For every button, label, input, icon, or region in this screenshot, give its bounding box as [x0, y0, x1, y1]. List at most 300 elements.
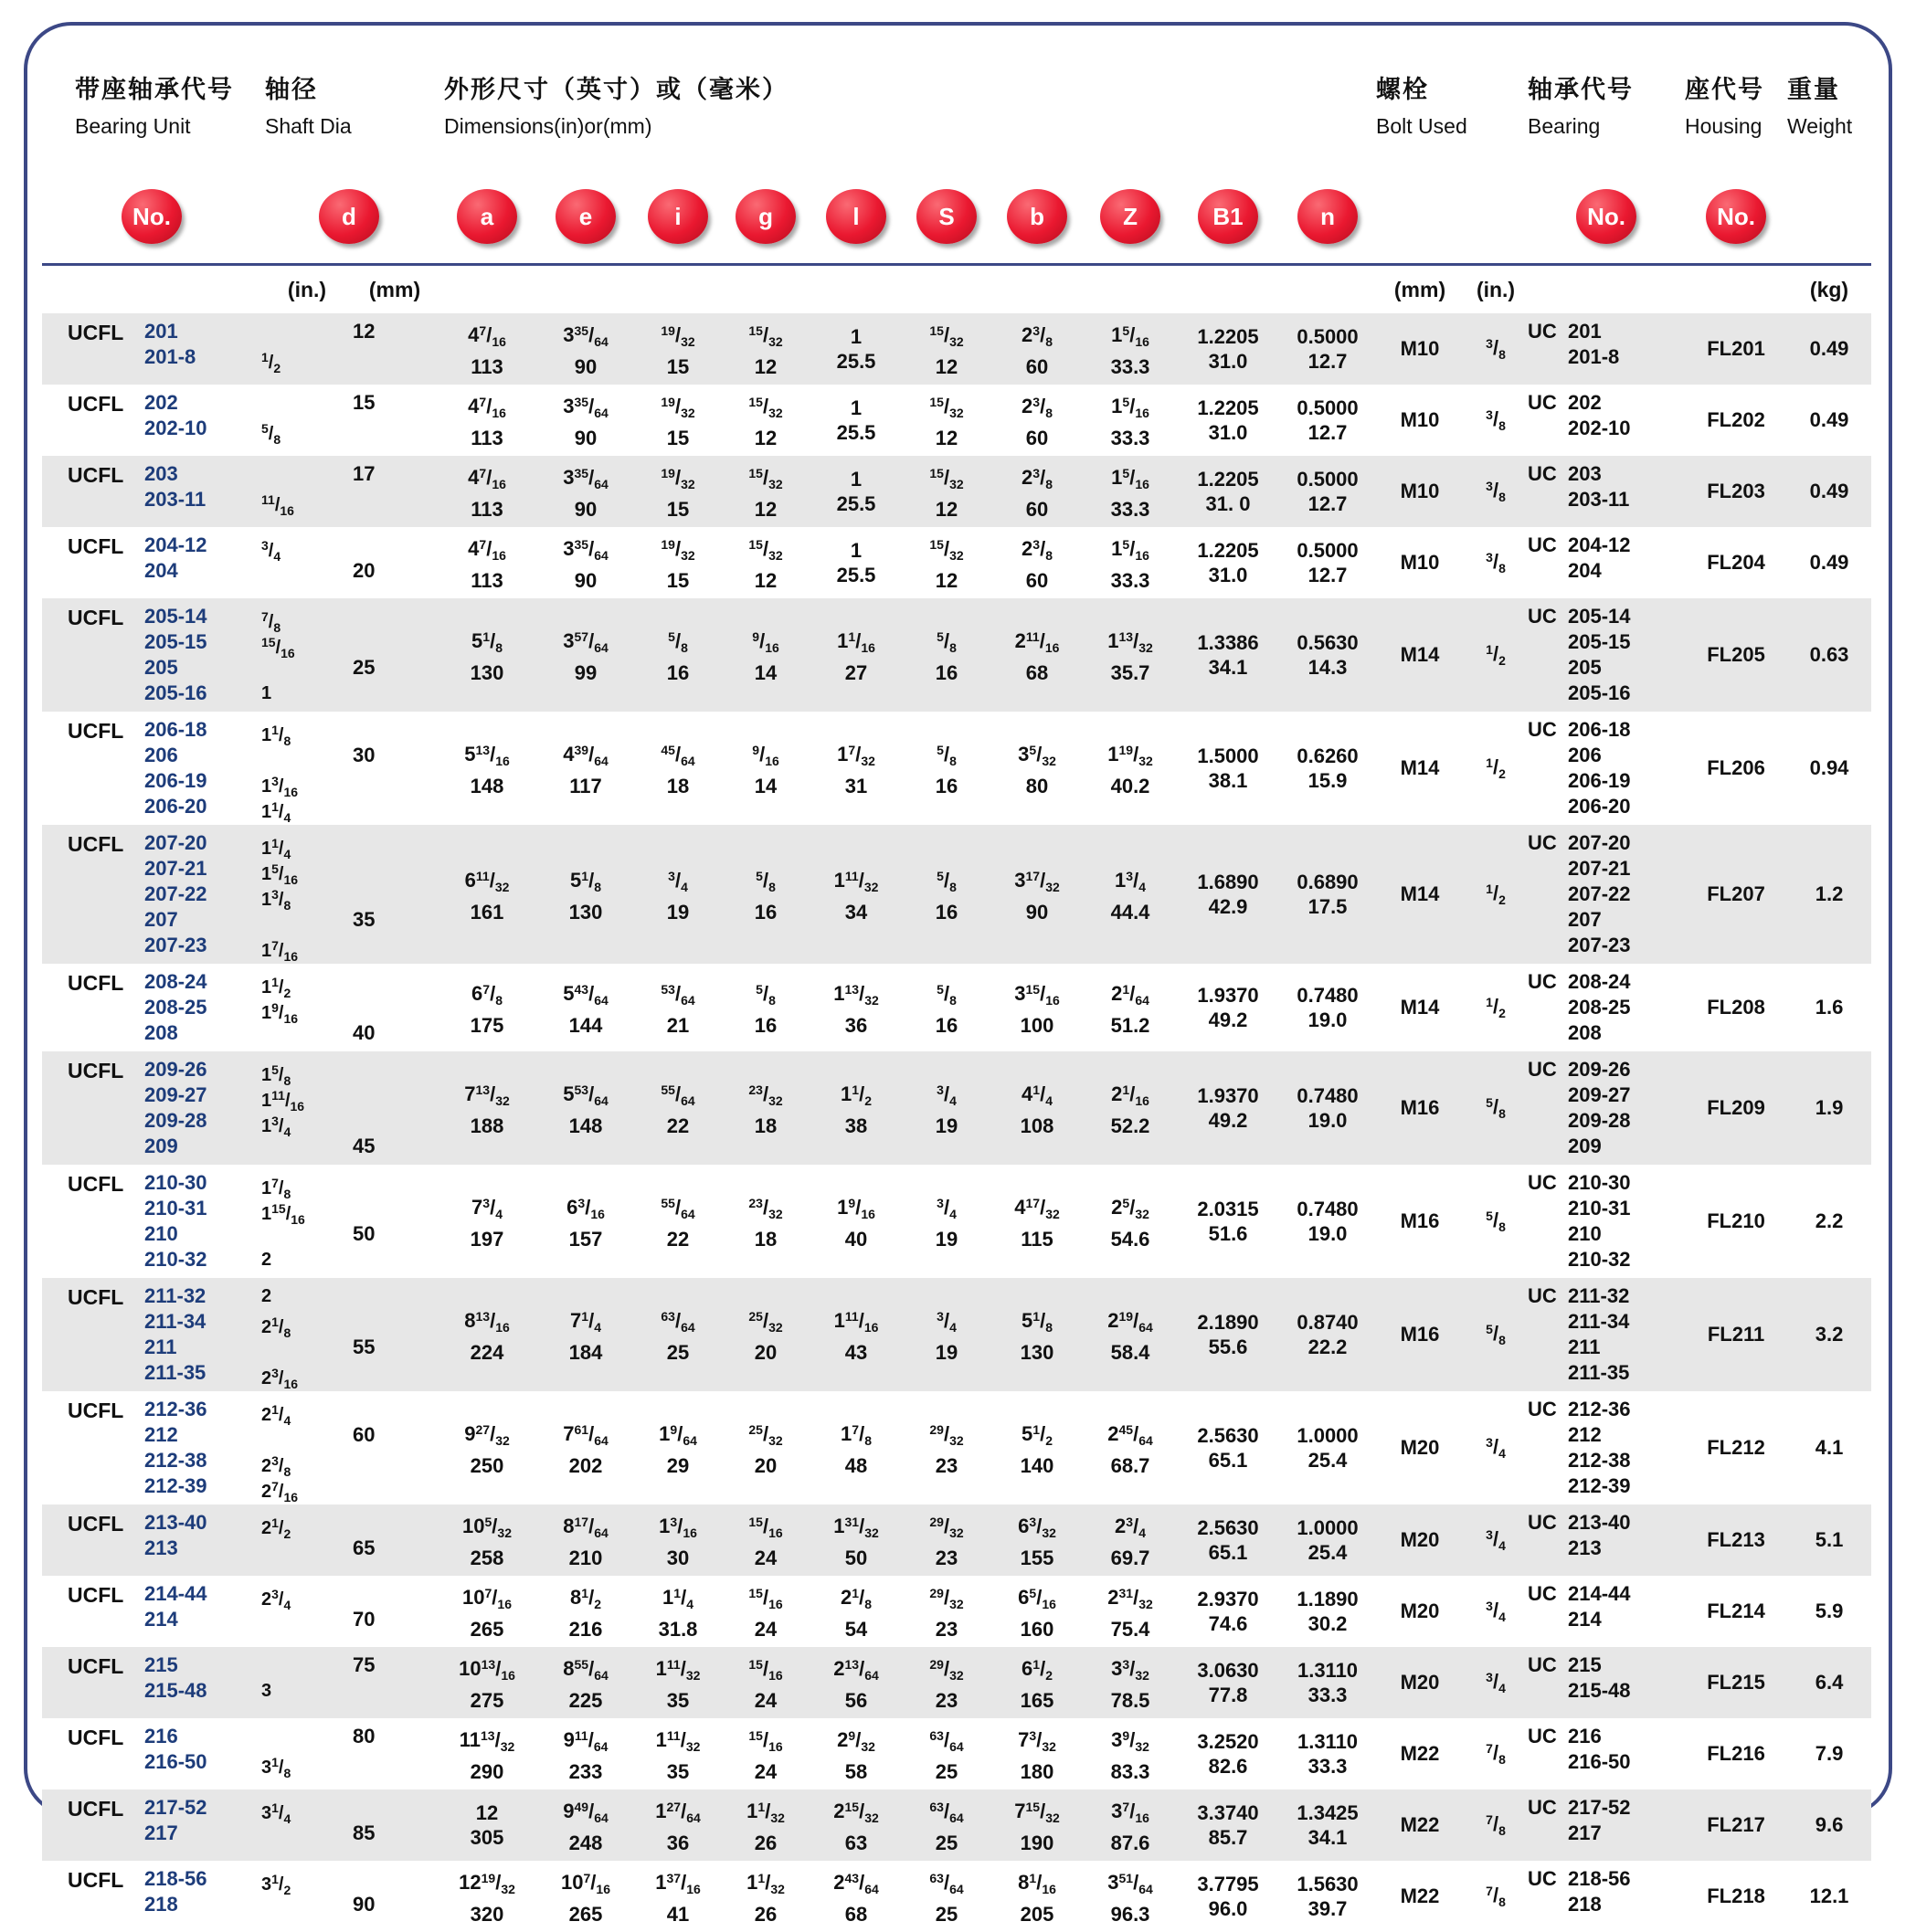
- bearing-code: 205-15: [1568, 630, 1631, 653]
- dim-B1-in: 1.9370: [1197, 984, 1259, 1007]
- uc-prefix: UC: [1528, 1058, 1557, 1081]
- dim-cell-g: [722, 1391, 810, 1504]
- unit-code: 217-52: [144, 1796, 207, 1819]
- dim-cell-l: [810, 1861, 903, 1932]
- unit-code-cell: [144, 1504, 261, 1576]
- unit-code: 202: [144, 391, 178, 414]
- dim-a-mm: 265: [470, 1618, 504, 1641]
- table-frame: [24, 22, 1892, 1926]
- shaft-dia-in: [261, 1536, 353, 1561]
- unit-code: 213-40: [144, 1511, 207, 1534]
- bearing-code: 201: [1568, 320, 1602, 343]
- housing-cell: FL207: [1707, 882, 1765, 905]
- dim-cell-b: [990, 1391, 1084, 1504]
- dim-Z-in: $2^{45}/_{64}$: [1107, 1422, 1153, 1448]
- dim-i-mm: 36: [666, 1832, 690, 1854]
- bearing-code: 205-16: [1568, 681, 1631, 704]
- prefix-cell: UCFL: [68, 719, 124, 743]
- dim-cell-n: [1279, 313, 1376, 385]
- unit-code: 211-35: [144, 1361, 206, 1384]
- shaft-dia-mm: [353, 1795, 437, 1821]
- dim-i-in: $^{45}/_{64}$: [661, 743, 695, 768]
- group-title-bearing-zh: 轴承代号: [1528, 76, 1635, 103]
- bearing-code: 209-28: [1568, 1109, 1631, 1132]
- bearing-no-cell: [1528, 1504, 1685, 1576]
- dim-n-in: 1.0000: [1297, 1424, 1359, 1447]
- dim-g-in: $^5/_8$: [756, 982, 776, 1008]
- shaft-dia-mm: [353, 1473, 437, 1499]
- dim-cell-a: [437, 456, 537, 527]
- bolt-in-cell: $^3/_8$: [1486, 550, 1506, 575]
- dim-cell-e: [537, 964, 634, 1051]
- bearing-code-line: [1528, 969, 1685, 995]
- dim-cell-b: [990, 825, 1084, 964]
- shaft-dia-in: $^{11}/_{16}$: [261, 492, 294, 518]
- dim-cell-n: [1279, 1789, 1376, 1861]
- dim-b-in: $7^3/_{32}$: [1018, 1728, 1056, 1754]
- dim-l-mm: 58: [844, 1760, 868, 1783]
- bearing-code: 212-39: [1568, 1474, 1631, 1497]
- bearing-code-line: [1528, 1795, 1685, 1821]
- bearing-code: 211-34: [1568, 1310, 1630, 1333]
- dim-cell-S: [903, 1165, 990, 1278]
- bearing-code: 204-12: [1568, 533, 1631, 556]
- unit-code-cell: [144, 712, 261, 825]
- dim-a-in: $6^{11}/_{32}$: [464, 869, 510, 894]
- unit-code: 212-38: [144, 1449, 207, 1472]
- dim-e-mm: 216: [568, 1618, 603, 1641]
- bearing-code: 209-26: [1568, 1058, 1631, 1081]
- dim-i-mm: 22: [666, 1114, 690, 1137]
- dim-b-mm: 60: [1025, 427, 1049, 449]
- weight-cell: 0.94: [1809, 756, 1849, 779]
- dim-b-mm: 160: [1020, 1618, 1054, 1641]
- bearing-no-cell: [1528, 1718, 1685, 1789]
- bearing-code: 203: [1568, 462, 1602, 485]
- unit-label-2: (in.): [261, 265, 353, 314]
- dim-a-mm: 130: [470, 661, 504, 684]
- dim-l-in: 1: [850, 468, 863, 491]
- dim-a-in: 1219/32: [459, 1871, 515, 1896]
- dim-cell-B1: [1177, 1051, 1279, 1165]
- dim-cell-e: [537, 313, 634, 385]
- shaft-mm-cell: [353, 1647, 437, 1718]
- dim-cell-b: [990, 313, 1084, 385]
- bearing-code: 207: [1568, 908, 1602, 931]
- bolt-in-cell: 7/8: [1486, 1812, 1506, 1838]
- dim-B1-in: 1.5000: [1197, 744, 1259, 767]
- prefix-cell: UCFL: [68, 1512, 124, 1536]
- bearing-code: 204: [1568, 559, 1602, 582]
- bearing-code-line: [1528, 1678, 1685, 1704]
- dim-B1-mm: 31.0: [1208, 350, 1248, 373]
- dim-S-mm: 23: [935, 1618, 958, 1641]
- dim-b-in: $2^3/_8$: [1022, 537, 1053, 563]
- dim-i-mm: 15: [666, 569, 690, 592]
- dim-cell-e: [537, 598, 634, 712]
- dim-b-mm: 60: [1025, 355, 1049, 378]
- dim-g-mm: 12: [754, 569, 778, 592]
- bolt-mm-cell: M10: [1400, 480, 1440, 502]
- dim-cell-Z: [1084, 1504, 1177, 1576]
- bearing-code-line: [1528, 461, 1685, 487]
- dim-l-mm: 56: [844, 1689, 868, 1712]
- bearing-code-line: [1528, 743, 1685, 768]
- dim-e-mm: 157: [568, 1228, 603, 1251]
- dim-i-in: $1^3/_{16}$: [659, 1515, 697, 1540]
- bolt-in-cell: $^3/_4$: [1486, 1435, 1506, 1461]
- bearing-no-cell: [1528, 1576, 1685, 1647]
- bearing-no-cell: [1528, 598, 1685, 712]
- dim-cell-i: [634, 1647, 722, 1718]
- unit-code: 214: [144, 1608, 178, 1631]
- dim-cell-S: [903, 385, 990, 456]
- bearing-code: 216-50: [1568, 1750, 1631, 1773]
- dim-n-mm: 12.7: [1307, 350, 1348, 373]
- bolt-in-cell: $^3/_4$: [1486, 1599, 1506, 1624]
- bearing-code-line: [1528, 1170, 1685, 1196]
- prefix-cell: UCFL: [68, 1654, 124, 1678]
- shaft-in-cell: [261, 825, 353, 964]
- shaft-mm-cell: [353, 385, 437, 456]
- dim-cell-B1: [1177, 1165, 1279, 1278]
- dim-Z-in: $3^9/_{32}$: [1111, 1728, 1149, 1754]
- row-ucfl-215: [42, 1647, 1871, 1718]
- dim-g-in: $^{15}/_{16}$: [748, 1657, 783, 1683]
- dim-cell-a: [437, 1051, 537, 1165]
- dim-e-mm: 90: [574, 569, 598, 592]
- unit-code: 208-25: [144, 996, 207, 1019]
- shaft-in-cell: [261, 456, 353, 527]
- bolt-spacer-cell: [1376, 170, 1528, 265]
- dim-B1-in: 3.0630: [1197, 1659, 1259, 1682]
- housing-cell: FL214: [1707, 1599, 1765, 1622]
- dim-Z-in: $2^1/_{64}$: [1111, 982, 1149, 1008]
- housing-cell: FL216: [1707, 1742, 1765, 1765]
- bolt-mm-cell: M10: [1400, 551, 1440, 574]
- weight-cell: 2.2: [1815, 1209, 1844, 1232]
- dim-B1-mm: 49.2: [1208, 1008, 1248, 1031]
- dim-cell-i: [634, 1278, 722, 1391]
- dim-cell-B1: [1177, 1789, 1279, 1861]
- dim-e-mm: 144: [568, 1014, 603, 1037]
- dim-cell-S: [903, 1718, 990, 1789]
- bearing-no-cell: [1528, 1165, 1685, 1278]
- dim-a-mm: 224: [470, 1341, 504, 1364]
- dim-e-in: 949/64: [563, 1800, 609, 1825]
- dim-cell-S: [903, 456, 990, 527]
- bearing-code: 207-20: [1568, 831, 1631, 854]
- bearing-code-line: [1528, 344, 1685, 370]
- dim-cell-n: [1279, 1861, 1376, 1932]
- housing-cell: FL202: [1707, 408, 1765, 431]
- unit-code: 216-50: [144, 1750, 207, 1773]
- dim-cell-g: [722, 1789, 810, 1861]
- shaft-dia-in: [261, 1020, 353, 1046]
- shaft-dia-mm: [353, 1082, 437, 1108]
- unit-blank-11: [1084, 265, 1177, 314]
- shaft-dia-mm: [353, 1057, 437, 1082]
- bearing-code-line: [1528, 533, 1685, 558]
- housing-cell: FL213: [1707, 1528, 1765, 1551]
- dim-cell-g: [722, 1647, 810, 1718]
- bolt-in-cell: $^3/_4$: [1486, 1527, 1506, 1553]
- dim-n-in: 1.3425: [1297, 1801, 1359, 1824]
- uc-prefix: UC: [1528, 320, 1557, 343]
- dim-S-in: $^5/_8$: [937, 629, 957, 655]
- dim-cell-n: [1279, 1647, 1376, 1718]
- shaft-dia-in: $1^3/_8$: [261, 887, 291, 913]
- dim-a-mm: 305: [470, 1826, 504, 1849]
- dim-B1-in: 2.1890: [1197, 1311, 1259, 1334]
- dim-e-in: $5^{53}/_{64}$: [563, 1082, 609, 1108]
- bearing-code: 214-44: [1568, 1582, 1631, 1605]
- unit-code: 201-8: [144, 345, 196, 368]
- dim-cell-e: [537, 1391, 634, 1504]
- dim-cell-n: [1279, 1718, 1376, 1789]
- dim-Z-in: $2^{31}/_{32}$: [1107, 1586, 1153, 1611]
- dim-badge-B1-cell: [1177, 170, 1279, 265]
- bearing-code: 210-30: [1568, 1171, 1631, 1194]
- dim-B1-mm: 51.6: [1208, 1222, 1248, 1245]
- dim-a-mm: 320: [470, 1903, 504, 1926]
- prefix-cell: UCFL: [68, 534, 124, 558]
- bearing-code: 217-52: [1568, 1796, 1631, 1819]
- shaft-in-cell: [261, 1391, 353, 1504]
- dim-B1-in: 1.2205: [1197, 396, 1259, 419]
- shaft-dia-mm: 25: [353, 656, 376, 679]
- dim-Z-in: $2^3/_4$: [1115, 1515, 1146, 1540]
- dim-g-mm: 26: [754, 1903, 778, 1926]
- dim-cell-b: [990, 527, 1084, 598]
- dim-cell-i: [634, 1051, 722, 1165]
- dim-Z-mm: 68.7: [1110, 1454, 1150, 1477]
- unit-code: 201: [144, 320, 178, 343]
- shaft-dia-in: $1^3/_4$: [261, 1114, 291, 1139]
- shaft-mm-cell: [353, 712, 437, 825]
- unit-code: 206: [144, 744, 178, 766]
- dim-S-in: $^{29}/_{32}$: [929, 1586, 964, 1611]
- weight-cell: 1.2: [1815, 882, 1844, 905]
- row-ucfl-207-20: [42, 825, 1871, 964]
- shaft-mm-cell: [353, 1789, 437, 1861]
- group-title-housing-en: Housing: [1685, 114, 1763, 138]
- uc-prefix: UC: [1528, 1511, 1557, 1534]
- dim-cell-S: [903, 964, 990, 1051]
- shaft-dia-mm: [353, 1360, 437, 1386]
- dim-B1-in: 1.3386: [1197, 631, 1259, 654]
- bearing-code: 208-24: [1568, 970, 1631, 993]
- bearing-code: 213: [1568, 1536, 1602, 1559]
- dim-B1-in: 2.9370: [1197, 1588, 1259, 1610]
- dim-cell-a: [437, 313, 537, 385]
- unit-code: 203-11: [144, 488, 206, 511]
- dim-e-mm: 225: [568, 1689, 603, 1712]
- shaft-dia-in: [261, 907, 353, 933]
- group-title-dimensions: [437, 38, 1376, 170]
- dim-e-mm: 248: [568, 1832, 603, 1854]
- bolt-mm-cell: M16: [1400, 1096, 1440, 1119]
- shaft-dia-in: [261, 1335, 353, 1360]
- dim-cell-a: [437, 1165, 537, 1278]
- dim-cell-g: [722, 456, 810, 527]
- dim-Z-in: $1^5/_{16}$: [1111, 537, 1149, 563]
- dim-n-in: 1.3110: [1297, 1659, 1359, 1682]
- dim-g-mm: 24: [754, 1760, 778, 1783]
- dim-cell-e: [537, 712, 634, 825]
- shaft-dia-in: $2^3/_8$: [261, 1453, 291, 1479]
- dim-n-mm: 33.3: [1307, 1755, 1348, 1778]
- dim-cell-l: [810, 1391, 903, 1504]
- unit-code-cell: [144, 527, 261, 598]
- bearing-code: 201-8: [1568, 345, 1620, 368]
- bearing-code-line: [1528, 1196, 1685, 1221]
- unit-code-cell: [144, 385, 261, 456]
- prefix-cell: UCFL: [68, 1285, 124, 1309]
- bolt-in-cell: 7/8: [1486, 1884, 1506, 1909]
- dim-i-mm: 18: [666, 775, 690, 797]
- unit-code: 215-48: [144, 1679, 207, 1702]
- shaft-dia-mm: [353, 933, 437, 958]
- unit-code: 212-39: [144, 1474, 207, 1497]
- dim-g-in: $^{15}/_{32}$: [748, 537, 783, 563]
- housing-no-badge: No.: [1706, 189, 1766, 244]
- group-title-bearing-unit-zh: 带座轴承代号: [75, 76, 234, 103]
- dim-cell-b: [990, 1861, 1084, 1932]
- dim-cell-a: [437, 1718, 537, 1789]
- dim-cell-S: [903, 1576, 990, 1647]
- dim-S-mm: 16: [935, 661, 958, 684]
- unit-code: 217: [144, 1821, 178, 1844]
- unit-code-cell: [144, 456, 261, 527]
- dim-l-mm: 25.5: [836, 492, 876, 515]
- shaft-dia-mm: [353, 1581, 437, 1607]
- shaft-dia-in: $1^1/_8$: [261, 723, 291, 748]
- shaft-dia-in: [261, 1607, 353, 1632]
- dim-cell-a: [437, 527, 537, 598]
- dim-g-mm: 18: [754, 1228, 778, 1251]
- shaft-dia-in: $2^3/_4$: [261, 1587, 291, 1612]
- dim-Z-mm: 51.2: [1110, 1014, 1150, 1037]
- dim-b-mm: 155: [1020, 1547, 1054, 1569]
- dim-Z-mm: 40.2: [1110, 775, 1150, 797]
- dim-B1-mm: 77.8: [1208, 1684, 1248, 1706]
- dim-B1-mm: 31. 0: [1205, 492, 1251, 515]
- prefix-cell: UCFL: [68, 392, 124, 416]
- dim-S-mm: 23: [935, 1454, 958, 1477]
- dim-cell-b: [990, 1504, 1084, 1576]
- unit-code: 207-21: [144, 857, 207, 880]
- dim-cell-Z: [1084, 1051, 1177, 1165]
- bolt-in-cell: $^1/_2$: [1486, 755, 1506, 781]
- dim-cell-i: [634, 1718, 722, 1789]
- dim-Z-in: $1^5/_{16}$: [1111, 395, 1149, 420]
- dim-cell-Z: [1084, 313, 1177, 385]
- weight-cell: 5.9: [1815, 1599, 1844, 1622]
- dim-e-in: $3^{57}/_{64}$: [563, 629, 609, 655]
- dim-b-mm: 190: [1020, 1832, 1054, 1854]
- dim-cell-S: [903, 1504, 990, 1576]
- unit-code: 211-32: [144, 1284, 206, 1307]
- dim-cell-n: [1279, 825, 1376, 964]
- dim-g-mm: 16: [754, 901, 778, 924]
- dim-cell-i: [634, 1576, 722, 1647]
- bearing-code: 212-38: [1568, 1449, 1631, 1472]
- bolt-in-cell: $^1/_2$: [1486, 995, 1506, 1020]
- bearing-code-line: [1528, 629, 1685, 655]
- shaft-mm-cell: [353, 1861, 437, 1932]
- dim-cell-l: [810, 456, 903, 527]
- dim-S-in: $^{15}/_{32}$: [929, 537, 964, 563]
- housing-cell: FL211: [1707, 1323, 1765, 1346]
- dim-cell-g: [722, 385, 810, 456]
- dim-n-mm: 33.3: [1307, 1684, 1348, 1706]
- dim-S-mm: 23: [935, 1547, 958, 1569]
- unit-code: 202-10: [144, 417, 207, 439]
- bolt-mm-cell: M22: [1400, 1884, 1440, 1907]
- dim-B1-mm: 96.0: [1208, 1897, 1248, 1920]
- row-ucfl-202: [42, 385, 1871, 456]
- shaft-dia-mm: 75: [353, 1653, 376, 1676]
- dim-n-in: 0.5000: [1297, 396, 1359, 419]
- housing-cell: FL204: [1707, 551, 1765, 574]
- dim-a-mm: 197: [470, 1228, 504, 1251]
- shaft-mm-cell: [353, 1576, 437, 1647]
- bearing-code-line: [1528, 558, 1685, 584]
- dim-B1-mm: 65.1: [1208, 1449, 1248, 1472]
- shaft-dia-mm: 80: [353, 1725, 376, 1747]
- dim-n-in: 0.6890: [1297, 871, 1359, 893]
- unit-blank-16: [1528, 265, 1685, 314]
- dim-a-in: $6^7/_8$: [471, 982, 503, 1008]
- dim-S-in: 63/64: [929, 1871, 964, 1896]
- bearing-code-line: [1528, 655, 1685, 681]
- dim-n-mm: 19.0: [1307, 1109, 1348, 1132]
- shaft-dia-in: 2: [261, 1250, 272, 1270]
- shaft-dia-in: [261, 390, 353, 416]
- bearing-code: 218: [1568, 1893, 1602, 1916]
- dim-S-in: $^{29}/_{32}$: [929, 1657, 964, 1683]
- shaft-dia-in: [261, 1821, 353, 1846]
- dim-cell-S: [903, 1391, 990, 1504]
- dim-cell-S: [903, 712, 990, 825]
- shaft-dia-mm: 55: [353, 1336, 376, 1358]
- dim-l-in: $1^1/_2$: [841, 1082, 872, 1108]
- dim-n-in: 0.6260: [1297, 744, 1359, 767]
- bearing-code-line: [1528, 717, 1685, 743]
- dim-cell-a: [437, 1861, 537, 1932]
- shaft-in-cell: [261, 1789, 353, 1861]
- dim-g-in: $^{25}/_{32}$: [748, 1422, 783, 1448]
- dim-l-in: $1^{31}/_{32}$: [833, 1515, 879, 1540]
- dim-e-in: $5^{43}/_{64}$: [563, 982, 609, 1008]
- dim-B1-in: 2.0315: [1197, 1198, 1259, 1220]
- bearing-code-line: [1528, 319, 1685, 344]
- dim-g-in: $^{23}/_{32}$: [748, 1082, 783, 1108]
- dim-B1-mm: 49.2: [1208, 1109, 1248, 1132]
- dim-l-mm: 50: [844, 1547, 868, 1569]
- dim-cell-Z: [1084, 598, 1177, 712]
- bearing-code-line: [1528, 390, 1685, 416]
- dim-e-mm: 184: [568, 1341, 603, 1364]
- shaft-dia-in: $1^7/_8$: [261, 1176, 291, 1201]
- group-title-dimensions-zh: 外形尺寸（英寸）或（毫米）: [444, 76, 789, 103]
- dim-e-in: $3^{35}/_{64}$: [563, 323, 609, 349]
- bolt-mm-cell: M14: [1400, 643, 1440, 666]
- dim-cell-i: [634, 712, 722, 825]
- dim-cell-b: [990, 385, 1084, 456]
- dim-a-in: $4^7/_{16}$: [468, 395, 506, 420]
